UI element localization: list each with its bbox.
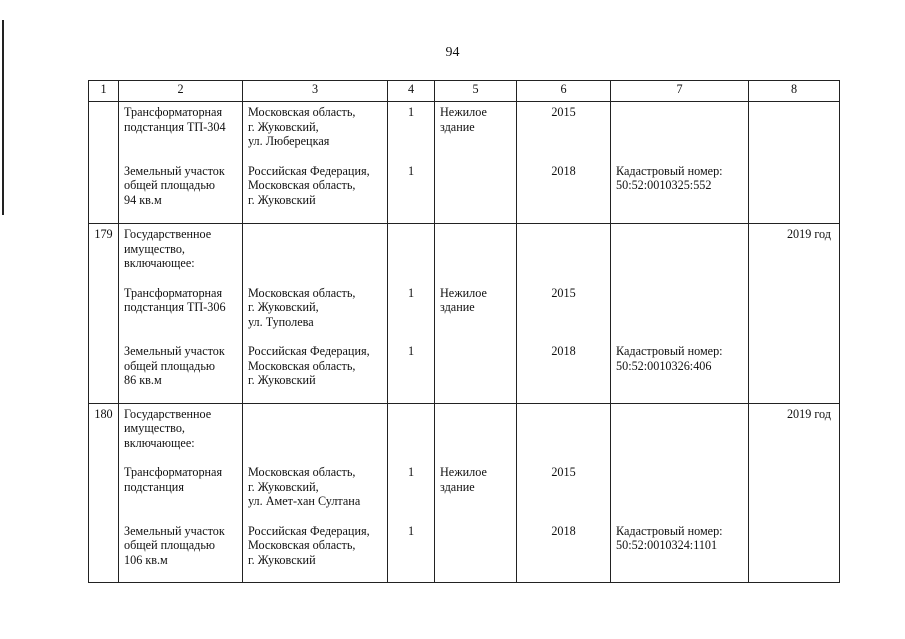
item-address-line: г. Жуковский [248, 552, 316, 567]
item-note-line: Кадастровый номер: [616, 344, 723, 358]
item-name-line: 86 кв.м [124, 373, 162, 388]
column-number-header-row [89, 81, 840, 102]
item-address-line: г. Жуковский [248, 373, 316, 388]
object-type-cell [435, 102, 517, 224]
transfer-year-cell [749, 102, 840, 224]
column-header: 2 [119, 81, 243, 102]
item-name-line: 94 кв.м [124, 192, 162, 207]
item-address-line: ул. Амет-хан Султана [248, 494, 361, 509]
address-cell [243, 224, 388, 404]
item-name-line: общей площадью [124, 538, 216, 553]
group-heading-line: имущество, [124, 241, 185, 256]
item-name-line: подстанция [124, 479, 184, 494]
address-cell [243, 102, 388, 224]
item-name-line: Трансформаторная [124, 285, 223, 300]
item-address-line: г. Жуковский, [248, 479, 319, 494]
item-name-line: общей площадью [124, 358, 216, 373]
registry-row [89, 102, 840, 224]
column-header: 1 [89, 81, 119, 102]
transfer-year: 2019 год [786, 406, 831, 421]
item-name-line: подстанция ТП-304 [124, 119, 226, 134]
address-cell [243, 403, 388, 583]
item-quantity: 1 [407, 105, 415, 119]
note-cell [611, 403, 749, 583]
year-cell [517, 102, 611, 224]
item-address-line: Российская Федерация, [248, 523, 370, 538]
item-type-line: Нежилое [440, 105, 487, 119]
item-name-line: 106 кв.м [124, 552, 168, 567]
object-type-cell [435, 224, 517, 404]
item-address-line: Московская область, [248, 358, 356, 373]
note-cell [611, 224, 749, 404]
item-name-line: Земельный участок [124, 344, 225, 358]
object-type-cell [435, 403, 517, 583]
group-heading-line: имущество, [124, 421, 185, 436]
item-address-line: ул. Туполева [248, 314, 314, 329]
group-heading-line: включающее: [124, 256, 195, 271]
item-note-line: Кадастровый номер: [616, 523, 723, 538]
transfer-year-cell [749, 224, 840, 404]
item-quantity: 1 [407, 285, 415, 300]
item-year: 2018 [551, 523, 576, 538]
item-year: 2015 [551, 465, 576, 479]
item-type-line: Нежилое [440, 285, 487, 300]
quantity-cell [388, 403, 435, 583]
group-heading-line: включающее: [124, 435, 195, 450]
registry-row [89, 224, 840, 404]
property-name-cell [119, 403, 243, 583]
column-header: 7 [611, 81, 749, 102]
registry-row [89, 403, 840, 583]
transfer-year: 2019 год [786, 227, 831, 241]
item-note-line: 50:52:0010325:552 [616, 178, 712, 193]
column-header: 4 [388, 81, 435, 102]
item-address-line: Московская область, [248, 178, 356, 193]
quantity-cell [388, 224, 435, 404]
row-number-cell [89, 224, 119, 404]
item-address-line: г. Жуковский [248, 192, 316, 207]
year-cell [517, 403, 611, 583]
item-name-line: Трансформаторная [124, 465, 223, 479]
item-name-line: Земельный участок [124, 163, 225, 178]
column-header: 8 [749, 81, 840, 102]
item-address-line: Московская область, [248, 538, 356, 553]
transfer-year-cell [749, 403, 840, 583]
property-name-cell [119, 224, 243, 404]
item-name-line: Трансформаторная [124, 105, 223, 119]
item-name-line: подстанция ТП-306 [124, 300, 226, 315]
page-number: 94 [445, 45, 460, 60]
property-name-cell [119, 102, 243, 224]
item-type-line: здание [440, 119, 475, 134]
group-heading-line: Государственное [124, 227, 212, 241]
note-cell [611, 102, 749, 224]
item-address-line: Московская область, [248, 465, 356, 479]
row-number: 179 [94, 227, 113, 241]
item-type-line: Нежилое [440, 465, 487, 479]
item-name-line: общей площадью [124, 178, 216, 193]
row-number: 180 [94, 406, 113, 421]
item-type-line: здание [440, 300, 475, 315]
item-address-line: Российская Федерация, [248, 344, 370, 358]
item-year: 2015 [551, 105, 576, 119]
item-name-line: Земельный участок [124, 523, 225, 538]
column-header: 5 [435, 81, 517, 102]
item-note-line: 50:52:0010326:406 [616, 358, 712, 373]
item-quantity: 1 [407, 163, 415, 178]
item-type-line: здание [440, 479, 475, 494]
item-address-line: Московская область, [248, 105, 356, 119]
property-registry-table [88, 80, 840, 583]
item-address-line: ул. Люберецкая [248, 134, 330, 149]
item-year: 2015 [551, 285, 576, 300]
item-quantity: 1 [407, 344, 415, 358]
item-year: 2018 [551, 344, 576, 358]
group-heading-line: Государственное [124, 406, 212, 421]
column-header: 3 [243, 81, 388, 102]
item-note-line: 50:52:0010324:1101 [616, 538, 718, 553]
column-header: 6 [517, 81, 611, 102]
item-quantity: 1 [407, 523, 415, 538]
item-address-line: г. Жуковский, [248, 300, 319, 315]
item-address-line: Российская Федерация, [248, 163, 370, 178]
item-address-line: Московская область, [248, 285, 356, 300]
row-number-cell [89, 403, 119, 583]
item-address-line: г. Жуковский, [248, 119, 319, 134]
item-year: 2018 [551, 163, 576, 178]
item-quantity: 1 [407, 465, 415, 479]
row-number-cell [89, 102, 119, 224]
quantity-cell [388, 102, 435, 224]
item-note-line: Кадастровый номер: [616, 163, 723, 178]
year-cell [517, 224, 611, 404]
